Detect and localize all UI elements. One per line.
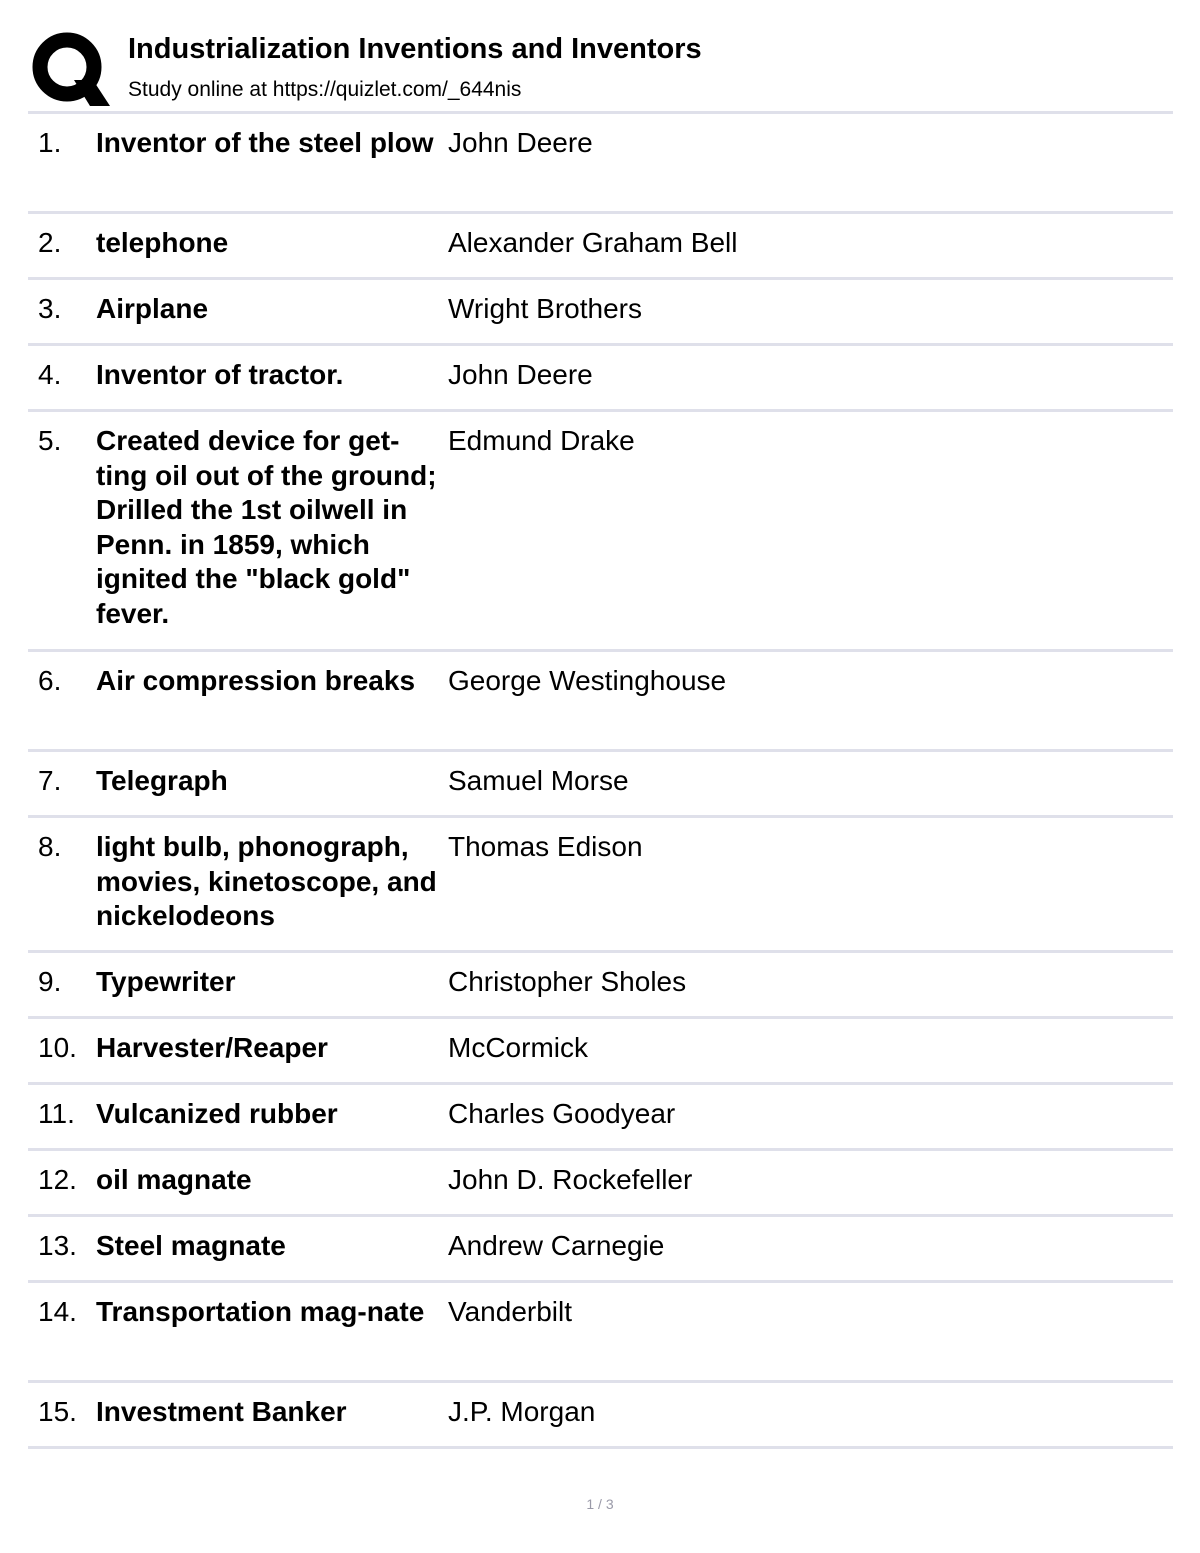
- list-item: [28, 114, 1173, 214]
- item-definition: Charles Goodyear: [448, 1098, 676, 1129]
- list-item: [28, 412, 1173, 652]
- list-item: [28, 1151, 1173, 1217]
- study-link[interactable]: Study online at https://quizlet.com/_644nis: [128, 78, 522, 101]
- item-definition: John D. Rockefeller: [448, 1164, 693, 1195]
- item-term: Airplane: [96, 293, 209, 324]
- item-number: 11.: [38, 1098, 75, 1129]
- item-definition: Christopher Sholes: [448, 966, 687, 997]
- page-title: Industrialization Inventions and Inventors: [128, 33, 702, 65]
- item-definition: Samuel Morse: [448, 765, 629, 796]
- list-item: [28, 280, 1173, 346]
- item-definition: Andrew Carnegie: [448, 1230, 665, 1261]
- item-number: 4.: [38, 359, 62, 390]
- list-item: [28, 346, 1173, 412]
- item-number: 1.: [38, 127, 62, 158]
- item-term: light bulb, phonograph, movies, kinetoscope, and nickelodeons: [96, 831, 437, 931]
- list-item: [28, 1217, 1173, 1283]
- item-number: 5.: [38, 425, 62, 456]
- item-number: 2.: [38, 227, 62, 258]
- item-term: Inventor of tractor.: [96, 359, 344, 390]
- list-item: [28, 752, 1173, 818]
- quizlet-q-logo-icon: [30, 30, 110, 110]
- item-number: 12.: [38, 1164, 77, 1195]
- item-term: Air compression breaks: [96, 665, 416, 696]
- item-term: Created device for get-ting oil out of the ground; Drilled the 1st oilwell in Penn. in 1859, which ignited the "black gold" fever.: [96, 425, 437, 629]
- item-number: 8.: [38, 831, 62, 862]
- item-term: Steel magnate: [96, 1230, 286, 1261]
- item-definition: McCormick: [448, 1032, 588, 1063]
- item-number: 15.: [38, 1396, 77, 1427]
- list-item: [28, 1383, 1173, 1449]
- flashcard-list: [28, 114, 1173, 1449]
- item-number: 13.: [38, 1230, 77, 1261]
- list-item: [28, 214, 1173, 280]
- item-definition: John Deere: [448, 359, 593, 390]
- item-term: Typewriter: [96, 966, 236, 997]
- item-number: 3.: [38, 293, 62, 324]
- item-term: telephone: [96, 227, 229, 258]
- list-item: [28, 953, 1173, 1019]
- item-term: oil magnate: [96, 1164, 252, 1195]
- item-term: Harvester/Reaper: [96, 1032, 328, 1063]
- item-number: 9.: [38, 966, 62, 997]
- item-definition: J.P. Morgan: [448, 1396, 596, 1427]
- item-definition: Edmund Drake: [448, 425, 635, 456]
- page-header: [30, 30, 1172, 110]
- item-definition: Vanderbilt: [448, 1296, 573, 1327]
- item-number: 10.: [38, 1032, 77, 1063]
- item-definition: Alexander Graham Bell: [448, 227, 738, 258]
- list-item: [28, 818, 1173, 953]
- item-definition: George Westinghouse: [448, 665, 727, 696]
- item-definition: John Deere: [448, 127, 593, 158]
- item-number: 6.: [38, 665, 62, 696]
- item-term: Investment Banker: [96, 1396, 347, 1427]
- item-term: Vulcanized rubber: [96, 1098, 338, 1129]
- list-item: [28, 652, 1173, 752]
- item-definition: Wright Brothers: [448, 293, 642, 324]
- item-term: Transportation mag-nate: [96, 1296, 425, 1327]
- list-item: [28, 1019, 1173, 1085]
- list-item: [28, 1283, 1173, 1383]
- item-term: Telegraph: [96, 765, 228, 796]
- item-number: 7.: [38, 765, 62, 796]
- item-definition: Thomas Edison: [448, 831, 643, 862]
- list-item: [28, 1085, 1173, 1151]
- item-term: Inventor of the steel plow: [96, 127, 434, 158]
- item-number: 14.: [38, 1296, 77, 1327]
- page-number: 1 / 3: [586, 1496, 614, 1512]
